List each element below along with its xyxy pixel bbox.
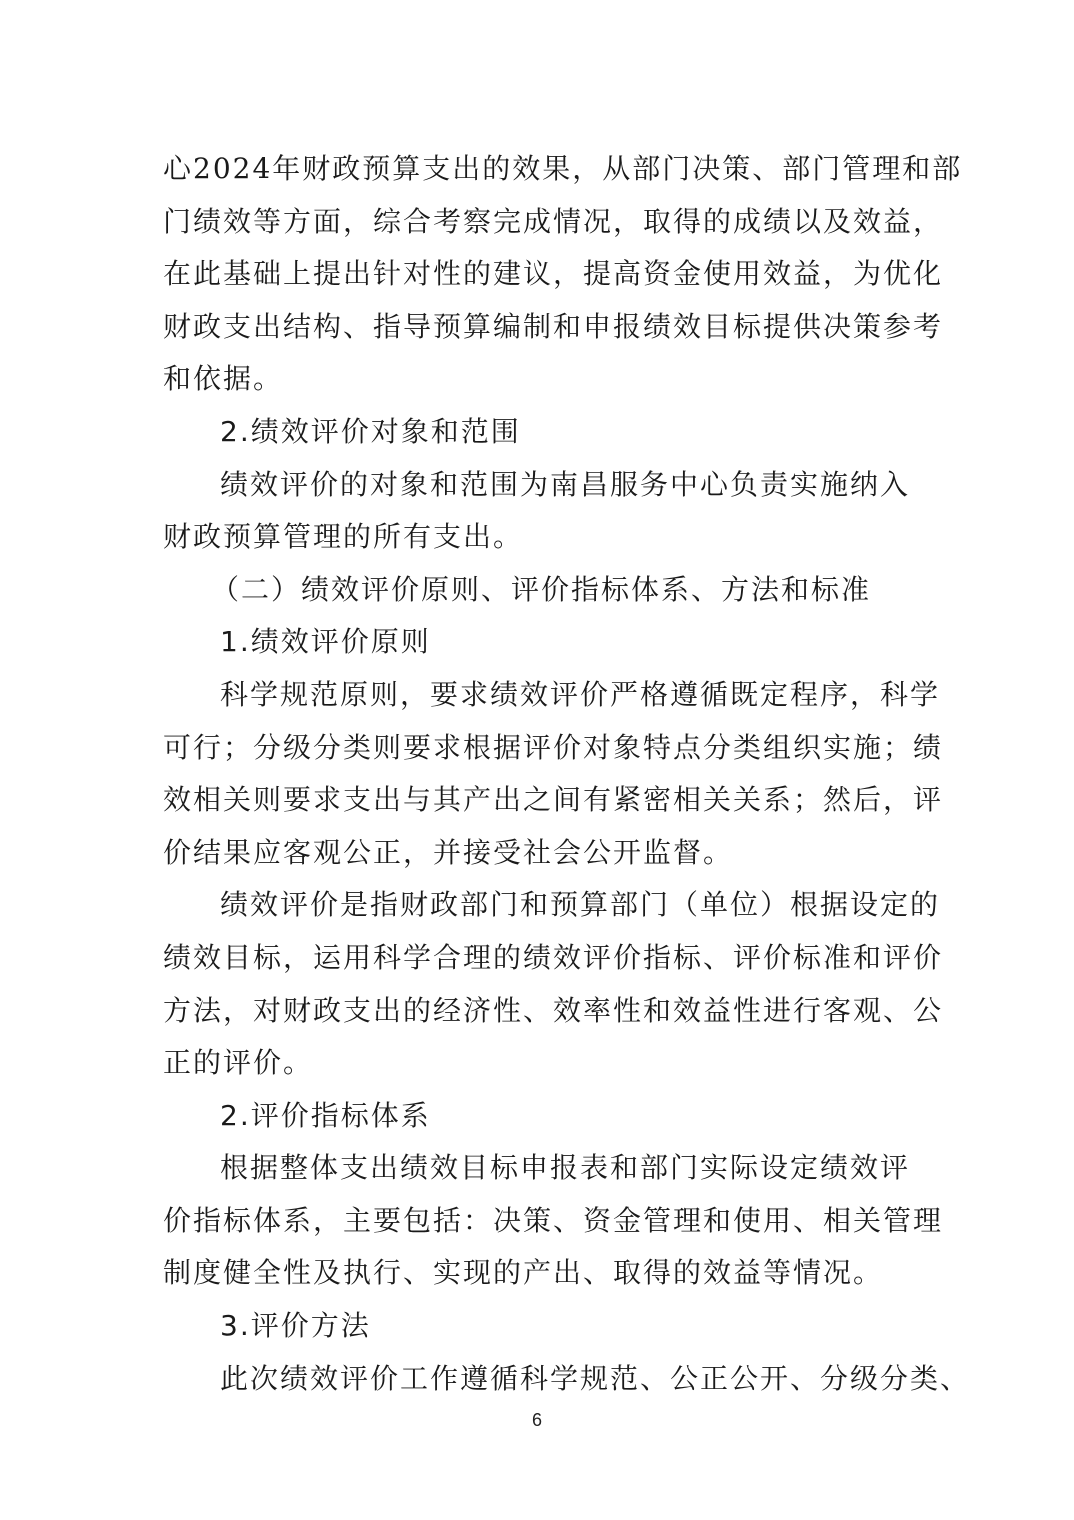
paragraph-line: 可行；分级分类则要求根据评价对象特点分类组织实施；绩 — [163, 730, 944, 764]
paragraph-line: 财政支出结构、指导预算编制和申报绩效目标提供决策参考 — [163, 309, 944, 343]
paragraph-line: 绩效目标，运用科学合理的绩效评价指标、评价标准和评价 — [163, 940, 944, 974]
paragraph-line: 绩效评价是指财政部门和预算部门（单位）根据设定的 — [220, 888, 941, 922]
paragraph-line: 科学规范原则，要求绩效评价严格遵循既定程序，科学 — [220, 677, 941, 711]
paragraph-line: 制度健全性及执行、实现的产出、取得的效益等情况。 — [163, 1256, 884, 1290]
section-heading: 2.评价指标体系 — [220, 1098, 431, 1132]
body-text — [163, 143, 971, 1405]
paragraph-line: 价指标体系，主要包括：决策、资金管理和使用、相关管理 — [163, 1203, 944, 1237]
page-number: 6 — [531, 1410, 542, 1430]
paragraph-line: 此次绩效评价工作遵循科学规范、公正公开、分级分类、 — [220, 1361, 971, 1395]
paragraph-line: 方法，对财政支出的经济性、效率性和效益性进行客观、公 — [163, 993, 944, 1027]
paragraph-line: 正的评价。 — [163, 1046, 314, 1080]
section-heading: 2.绩效评价对象和范围 — [220, 414, 521, 448]
paragraph-line: 心2024年财政预算支出的效果，从部门决策、部门管理和部 — [163, 152, 963, 185]
paragraph-line: 和依据。 — [163, 362, 284, 396]
paragraph-line: 门绩效等方面，综合考察完成情况，取得的成绩以及效益， — [163, 204, 944, 238]
paragraph-line: 价结果应客观公正，并接受社会公开监督。 — [163, 835, 734, 869]
section-heading: 3.评价方法 — [220, 1309, 371, 1343]
paragraph-line: 财政预算管理的所有支出。 — [163, 520, 524, 554]
paragraph-line: 效相关则要求支出与其产出之间有紧密相关关系；然后，评 — [163, 783, 944, 817]
paragraph-line: 在此基础上提出针对性的建议，提高资金使用效益，为优化 — [163, 257, 944, 291]
section-heading: 1.绩效评价原则 — [220, 625, 431, 659]
paragraph-line: 绩效评价的对象和范围为南昌服务中心负责实施纳入 — [220, 467, 911, 501]
section-heading: （二）绩效评价原则、评价指标体系、方法和标准 — [211, 572, 872, 606]
paragraph-line: 根据整体支出绩效目标申报表和部门实际设定绩效评 — [220, 1151, 911, 1185]
